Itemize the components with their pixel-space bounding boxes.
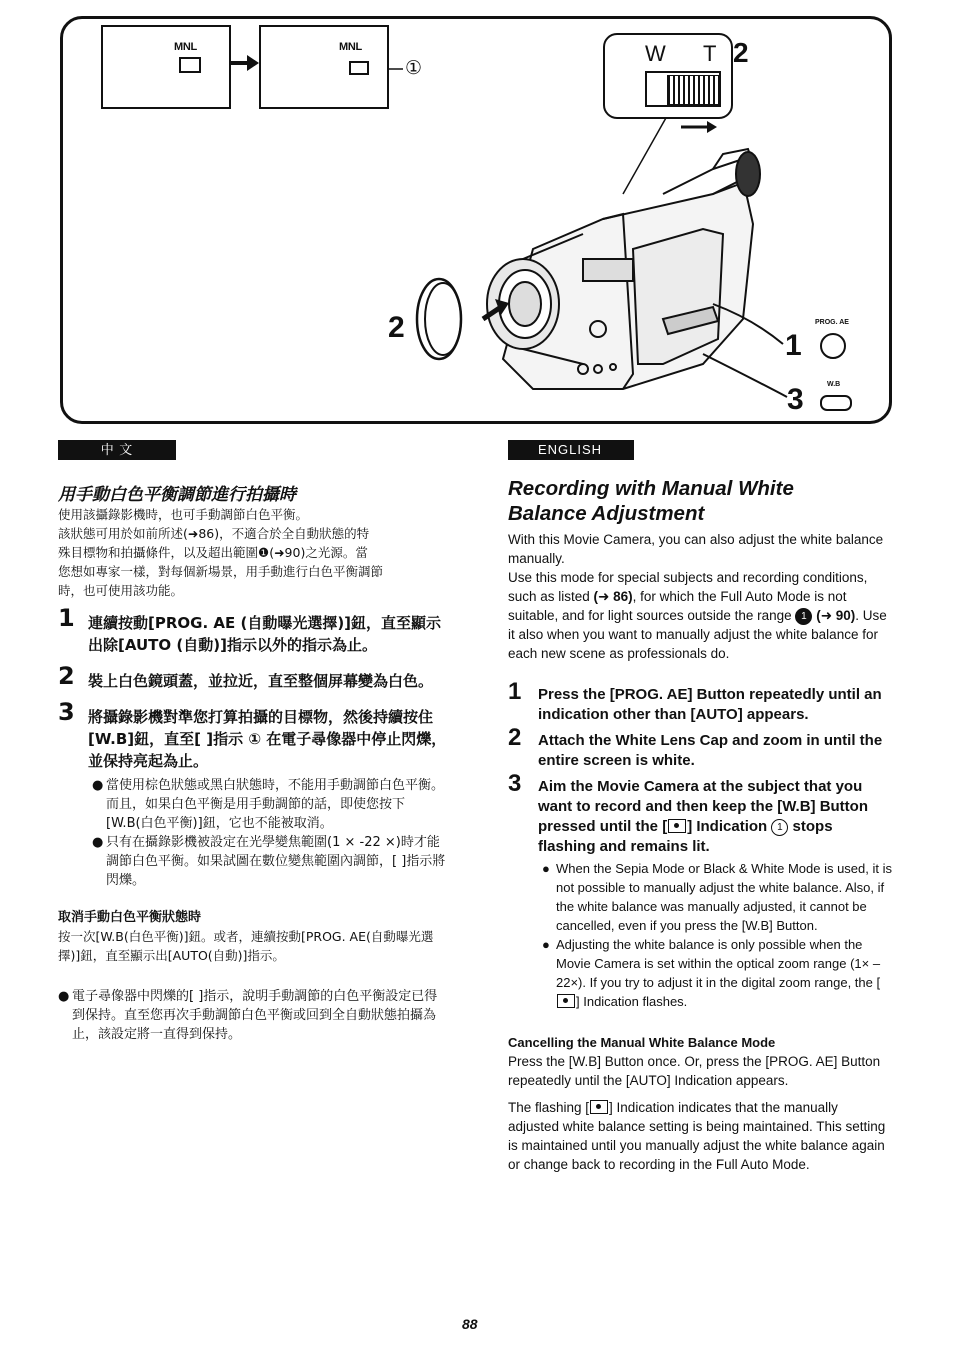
white-balance-icon (179, 57, 201, 73)
white-balance-icon (668, 819, 686, 833)
step-label-3-wb: 3 (787, 383, 804, 416)
step-text: 將攝錄影機對準您打算拍攝的目標物，然後持續按住[W.B]鈕，直至[ ]指示 ① 在電子尋像器中停止閃爍，並保持亮起為止。 (88, 708, 447, 770)
chinese-section-header (58, 440, 176, 460)
zoom-lever-diagram (603, 33, 733, 119)
chinese-intro-3: 殊目標物和拍攝條件，以及超出範圍❶(➜90)之光源。當 (58, 545, 368, 560)
note-text: 電子尋像器中閃爍的[ ]指示，說明手動調節的白色平衡設定已得到保持。直至您再次手動調節白色平衡或回到全自動狀態拍攝為止，該設定將一直得到保持。 (72, 989, 438, 1042)
chinese-step-3 (58, 698, 448, 772)
wb-button-label: W.B (827, 381, 841, 388)
zoom-lever (645, 71, 721, 107)
step-number: 2 (58, 662, 75, 690)
chinese-title: 用手動白色平衡調節進行拍攝時 (58, 485, 296, 505)
bullet-text: 只有在攝錄影機被設定在光學變焦範圍(1 × -22 ×)時才能調節白色平衡。如果試圖在數位變焦範圍內調節，[ ]指示將閃爍。 (106, 835, 446, 888)
english-bullet-1: ● When the Sepia Mode or Black & White Mode is used, it is not possible to manually adjust the white balance. Also, if the white balance was manually adjusted, it cannot be cancelled, even if you press the [W.B] Button. (542, 861, 892, 933)
english-cancel-title: Cancelling the Manual White Balance Mode (508, 1035, 776, 1050)
chinese-note: ● 電子尋像器中閃爍的[ ]指示，說明手動調節的白色平衡設定已得到保持。直至您再次手動調節白色平衡或回到全自動狀態拍攝為止，該設定將一直得到保持。 (58, 989, 438, 1042)
callout-1: ① (405, 58, 423, 79)
step-text: Attach the White Lens Cap and zoom in until the entire screen is white. (538, 732, 883, 769)
white-balance-icon (590, 1100, 608, 1114)
chinese-intro-1: 使用該攝錄影機時，也可手動調節白色平衡。 (58, 507, 309, 522)
tele-label: T (703, 41, 717, 66)
step-label-1-prog-ae: 1 (785, 329, 802, 362)
english-intro-1: With this Movie Camera, you can also adjust the white balance manually. (508, 532, 884, 566)
english-note: The flashing [ ] Indication indicates that the manually adjusted white balance setting is being maintained. This setting is maintained until you manually adjust the white balance again or change back to recording in the Full Auto Mode. (508, 1100, 886, 1172)
step-text: 連續按動[PROG. AE (自動曝光選擇)]鈕，直至顯示出除[AUTO (自動)]指示以外的指示為止。 (88, 614, 442, 654)
chinese-bullet-2: ● 只有在攝錄影機被設定在光學變焦範圍(1 × -22 ×)時才能調節白色平衡。如果試圖在數位變焦範圍內調節，[ ]指示將閃爍。 (92, 835, 446, 888)
step-number: 3 (58, 698, 75, 726)
white-balance-icon (557, 994, 575, 1008)
chinese-column (58, 486, 448, 1044)
bullet-text: 當使用棕色狀態或黑白狀態時，不能用手動調節白色平衡。而且，如果白色平衡是用手動調節的話，即使您按下[W.B(白色平衡)]鈕，它也不能被取消。 (106, 778, 445, 831)
chinese-intro-5: 時，也可使用該功能。 (58, 583, 184, 598)
english-intro-2: Use this mode for special subjects and recording conditions, such as listed (➜ 86), for which the Full Auto Mode is not suitable, and for light sources outside the range 1 (➜ 90). Use it also when you want to manually adjust the white balance for each new scene as professionals do. (508, 570, 887, 661)
chinese-cancel-text: 按一次[W.B(白色平衡)]鈕。或者，連續按動[PROG. AE(自動曝光選擇)]鈕，直至顯示出[AUTO(自動)]指示。 (58, 929, 434, 963)
english-column (508, 476, 892, 1174)
english-section-header (508, 440, 634, 460)
illustration-panel (60, 16, 892, 424)
prog-ae-button-label: PROG. AE (815, 319, 849, 326)
white-balance-icon (349, 61, 369, 75)
callout-1-marker: 1 (771, 819, 788, 836)
english-title-line-1: Recording with Manual White (508, 477, 794, 500)
step-label-2-cap: 2 (388, 311, 405, 344)
step-number: 2 (508, 724, 522, 751)
english-step-1 (508, 678, 892, 725)
english-title-line-2: Balance Adjustment (508, 502, 705, 525)
chinese-step-1 (58, 604, 448, 656)
bullet-text: Adjusting the white balance is only possible when the Movie Camera is set within the optical zoom range (1× – 22×). If you try to adjust it in the digital zoom range, the [] Indication flashes. (556, 937, 881, 1009)
chinese-section-label: 中 文 (100, 442, 134, 457)
english-section-label: ENGLISH (538, 442, 603, 457)
chinese-bullet-1: ● 當使用棕色狀態或黑白狀態時，不能用手動調節白色平衡。而且，如果白色平衡是用手動調節的話，即使您按下[W.B(白色平衡)]鈕，它也不能被取消。 (92, 778, 445, 831)
viewfinder-display-lit (259, 25, 389, 109)
step-number: 1 (508, 678, 522, 705)
mnl-label: MNL (339, 41, 362, 53)
wide-label: W (645, 41, 666, 66)
bullet-text: When the Sepia Mode or Black & White Mode is used, it is not possible to manually adjust the white balance. Also, if the white balance was manually adjusted, it cannot be cancelled, even if you press the [W.B] Button. (556, 861, 892, 933)
step-text: Aim the Movie Camera at the subject that you want to record and then keep the [W.B] Button pressed until the [ ] Indication 1 stops flashing and remains lit. (538, 778, 868, 855)
english-cancel-text: Press the [W.B] Button once. Or, press the [PROG. AE] Button repeatedly until the [AUTO] Indication appears. (508, 1054, 881, 1088)
chinese-intro-2: 該狀態可用於如前所述(➜86)，不適合於全自動狀態的特 (58, 526, 370, 541)
chinese-step-2 (58, 662, 448, 692)
step-text: Press the [PROG. AE] Button repeatedly until an indication other than [AUTO] appears. (538, 686, 882, 723)
english-step-3 (508, 770, 892, 857)
viewfinder-display-flashing (101, 25, 231, 109)
page-number: 88 (462, 1316, 478, 1332)
mnl-label: MNL (174, 41, 197, 53)
english-step-2 (508, 724, 892, 771)
chinese-intro-4: 您想如專家一樣，對每個新場景，用手動進行白色平衡調節 (58, 564, 384, 579)
step-number: 3 (508, 770, 522, 797)
chinese-cancel-title: 取消手動白色平衡狀態時 (58, 910, 202, 925)
step-text: 裝上白色鏡頭蓋，並拉近，直至整個屏幕變為白色。 (88, 672, 434, 690)
english-bullet-2: ● Adjusting the white balance is only possible when the Movie Camera is set within the optical zoom range (1× – 22×). If you try to adjust it in the digital zoom range, the [] Indication flashes. (542, 937, 881, 1009)
step-number: 1 (58, 604, 75, 632)
step-label-2-zoom: 2 (733, 37, 749, 68)
